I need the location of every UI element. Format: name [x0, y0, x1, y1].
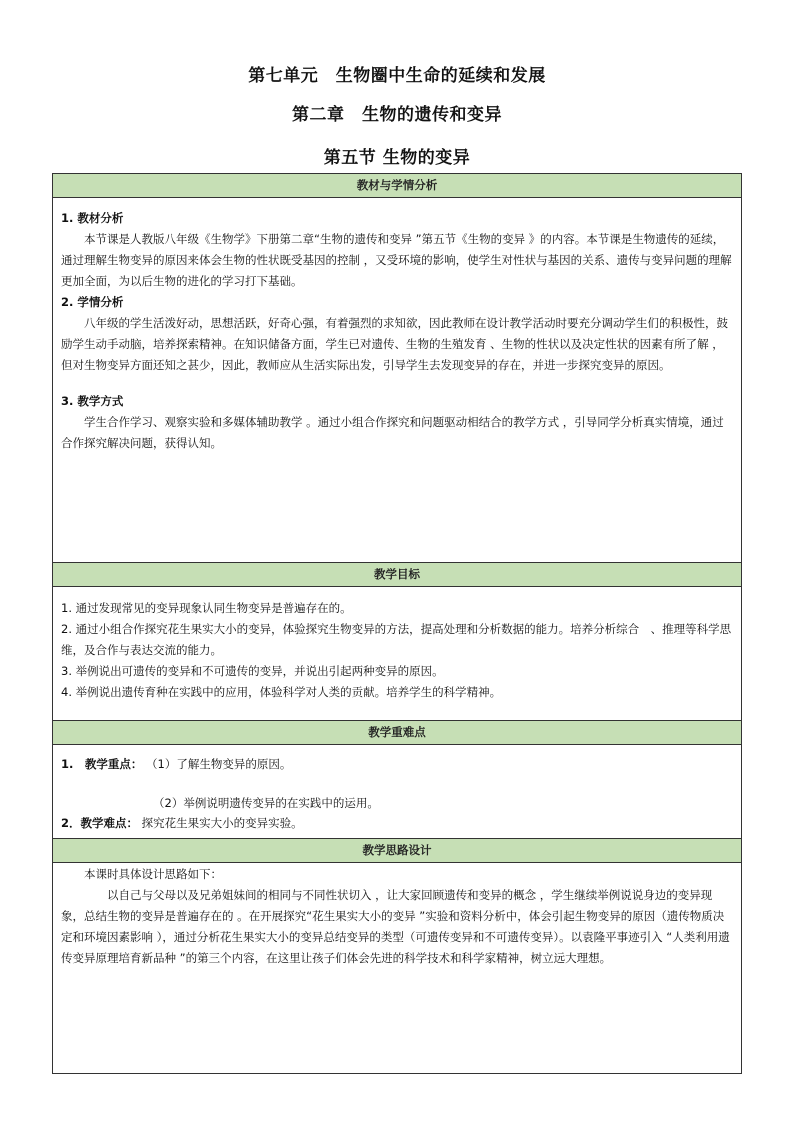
- keypoint-1-row: [61, 753, 733, 775]
- lesson-plan-table: [52, 173, 742, 1074]
- goal-item: 1. 通过发现常见的变异现象认同生物变异是普遍存在的。: [61, 601, 352, 615]
- goals-header: 教学目标: [53, 563, 741, 587]
- analysis-paragraph-2: 八年级的学生活泼好动，思想活跃，好奇心强，有着强烈的求知欲，因此教师在设计教学活动时要充分调动学生们的积极性，鼓励学生动手动脑，培养探索精神。在知识储备方面，学生已对遗传、生物的生殖发育 、生物的性状以及决定性状的因素有所了解 ，但对生物变异方面还知之甚少，因此，教师应从生活实际出发，引导学生去发现变异的存在，并进一步探究变异的原因。: [61, 316, 728, 372]
- goal-item: 2. 通过小组合作探究花生果实大小的变异，体验探究生物变异的方法，提高处理和分析数据的能力。培养分析综合 、推理等科学思维，及合作与表达交流的能力。: [61, 622, 732, 657]
- design-body: [53, 863, 741, 969]
- section-title: 第五节 生物的变异: [323, 148, 471, 168]
- analysis-paragraph-3: 学生合作学习、观察实验和多媒体辅助教学 。通过小组合作探究和问题驱动相结合的教学方式 ，引导同学分析真实情境，通过合作探究解决问题，获得认知。: [61, 415, 724, 450]
- analysis-body: [53, 198, 741, 454]
- goal-item: 4. 举例说出遗传育种在实践中的应用，体验科学对人类的贡献。培养学生的科学精神。: [61, 685, 502, 699]
- unit-title: 第七单元 生物圈中生命的延续和发展: [248, 66, 546, 86]
- keypoints-body: [53, 745, 741, 833]
- design-section: [53, 838, 741, 1073]
- goal-item: 3. 举例说出可遗传的变异和不可遗传的变异，并说出引起两种变异的原因。: [61, 664, 444, 678]
- design-intro: 本课时具体设计思路如下：: [84, 867, 222, 881]
- goals-body: [53, 587, 741, 703]
- analysis-heading-2: 2. 学情分析: [61, 295, 124, 309]
- goals-section: [53, 562, 741, 720]
- keypoints-header: 教学重难点: [53, 721, 741, 745]
- keypoint-2-text: 探究花生果实大小的变异实验。: [141, 816, 303, 830]
- analysis-heading-1: 1. 教材分析: [61, 211, 124, 225]
- keypoint-1-a: （1）了解生物变异的原因。: [146, 757, 292, 771]
- analysis-section: [53, 174, 741, 562]
- design-paragraph: 以自己与父母以及兄弟姐妹间的相同与不同性状切入 ，让大家回顾遗传和变异的概念 ，学生继续举例说说身边的变异现象，总结生物的变异是普遍存在的 。在开展探究“花生果实大小的变异 ”实验和资料分析中，体会引起生物变异的原因（遗传物质决定和环境因素影响 ），通过分析花生果实大小的变异总结变异的类型（可遗传变异和不可遗传变异）。以袁隆平事迹引入 “人类利用遗传变异原理培育新品种 ”的第三个内容，在这里让孩子们体会先进的科学技术和科学家精神，树立远大理想。: [61, 888, 730, 965]
- analysis-paragraph-1: 本节课是人教版八年级《生物学》下册第二章“生物的遗传和变异 ”第五节《生物的变异 》的内容。本节课是生物遗传的延续，通过理解生物变异的原因来体会生物的性状既受基因的控制 ，又受环境的影响，使学生对性状与基因的关系、遗传与变异问题的理解更加全面，为以后生物的进化的学习打下基础。: [61, 232, 732, 288]
- keypoint-2-label: 2．教学难点：: [61, 816, 139, 830]
- keypoints-section: [53, 720, 741, 838]
- keypoint-1-label: 1. 教学重点：: [61, 757, 143, 771]
- chapter-title: 第二章 生物的遗传和变异: [292, 105, 502, 125]
- keypoint-2-row: [61, 813, 733, 833]
- design-header: 教学思路设计: [53, 839, 741, 863]
- keypoint-1-b: （2）举例说明遗传变异的在实践中的运用。: [153, 796, 379, 810]
- analysis-header: 教材与学情分析: [53, 174, 741, 198]
- analysis-heading-3: 3. 教学方式: [61, 394, 124, 408]
